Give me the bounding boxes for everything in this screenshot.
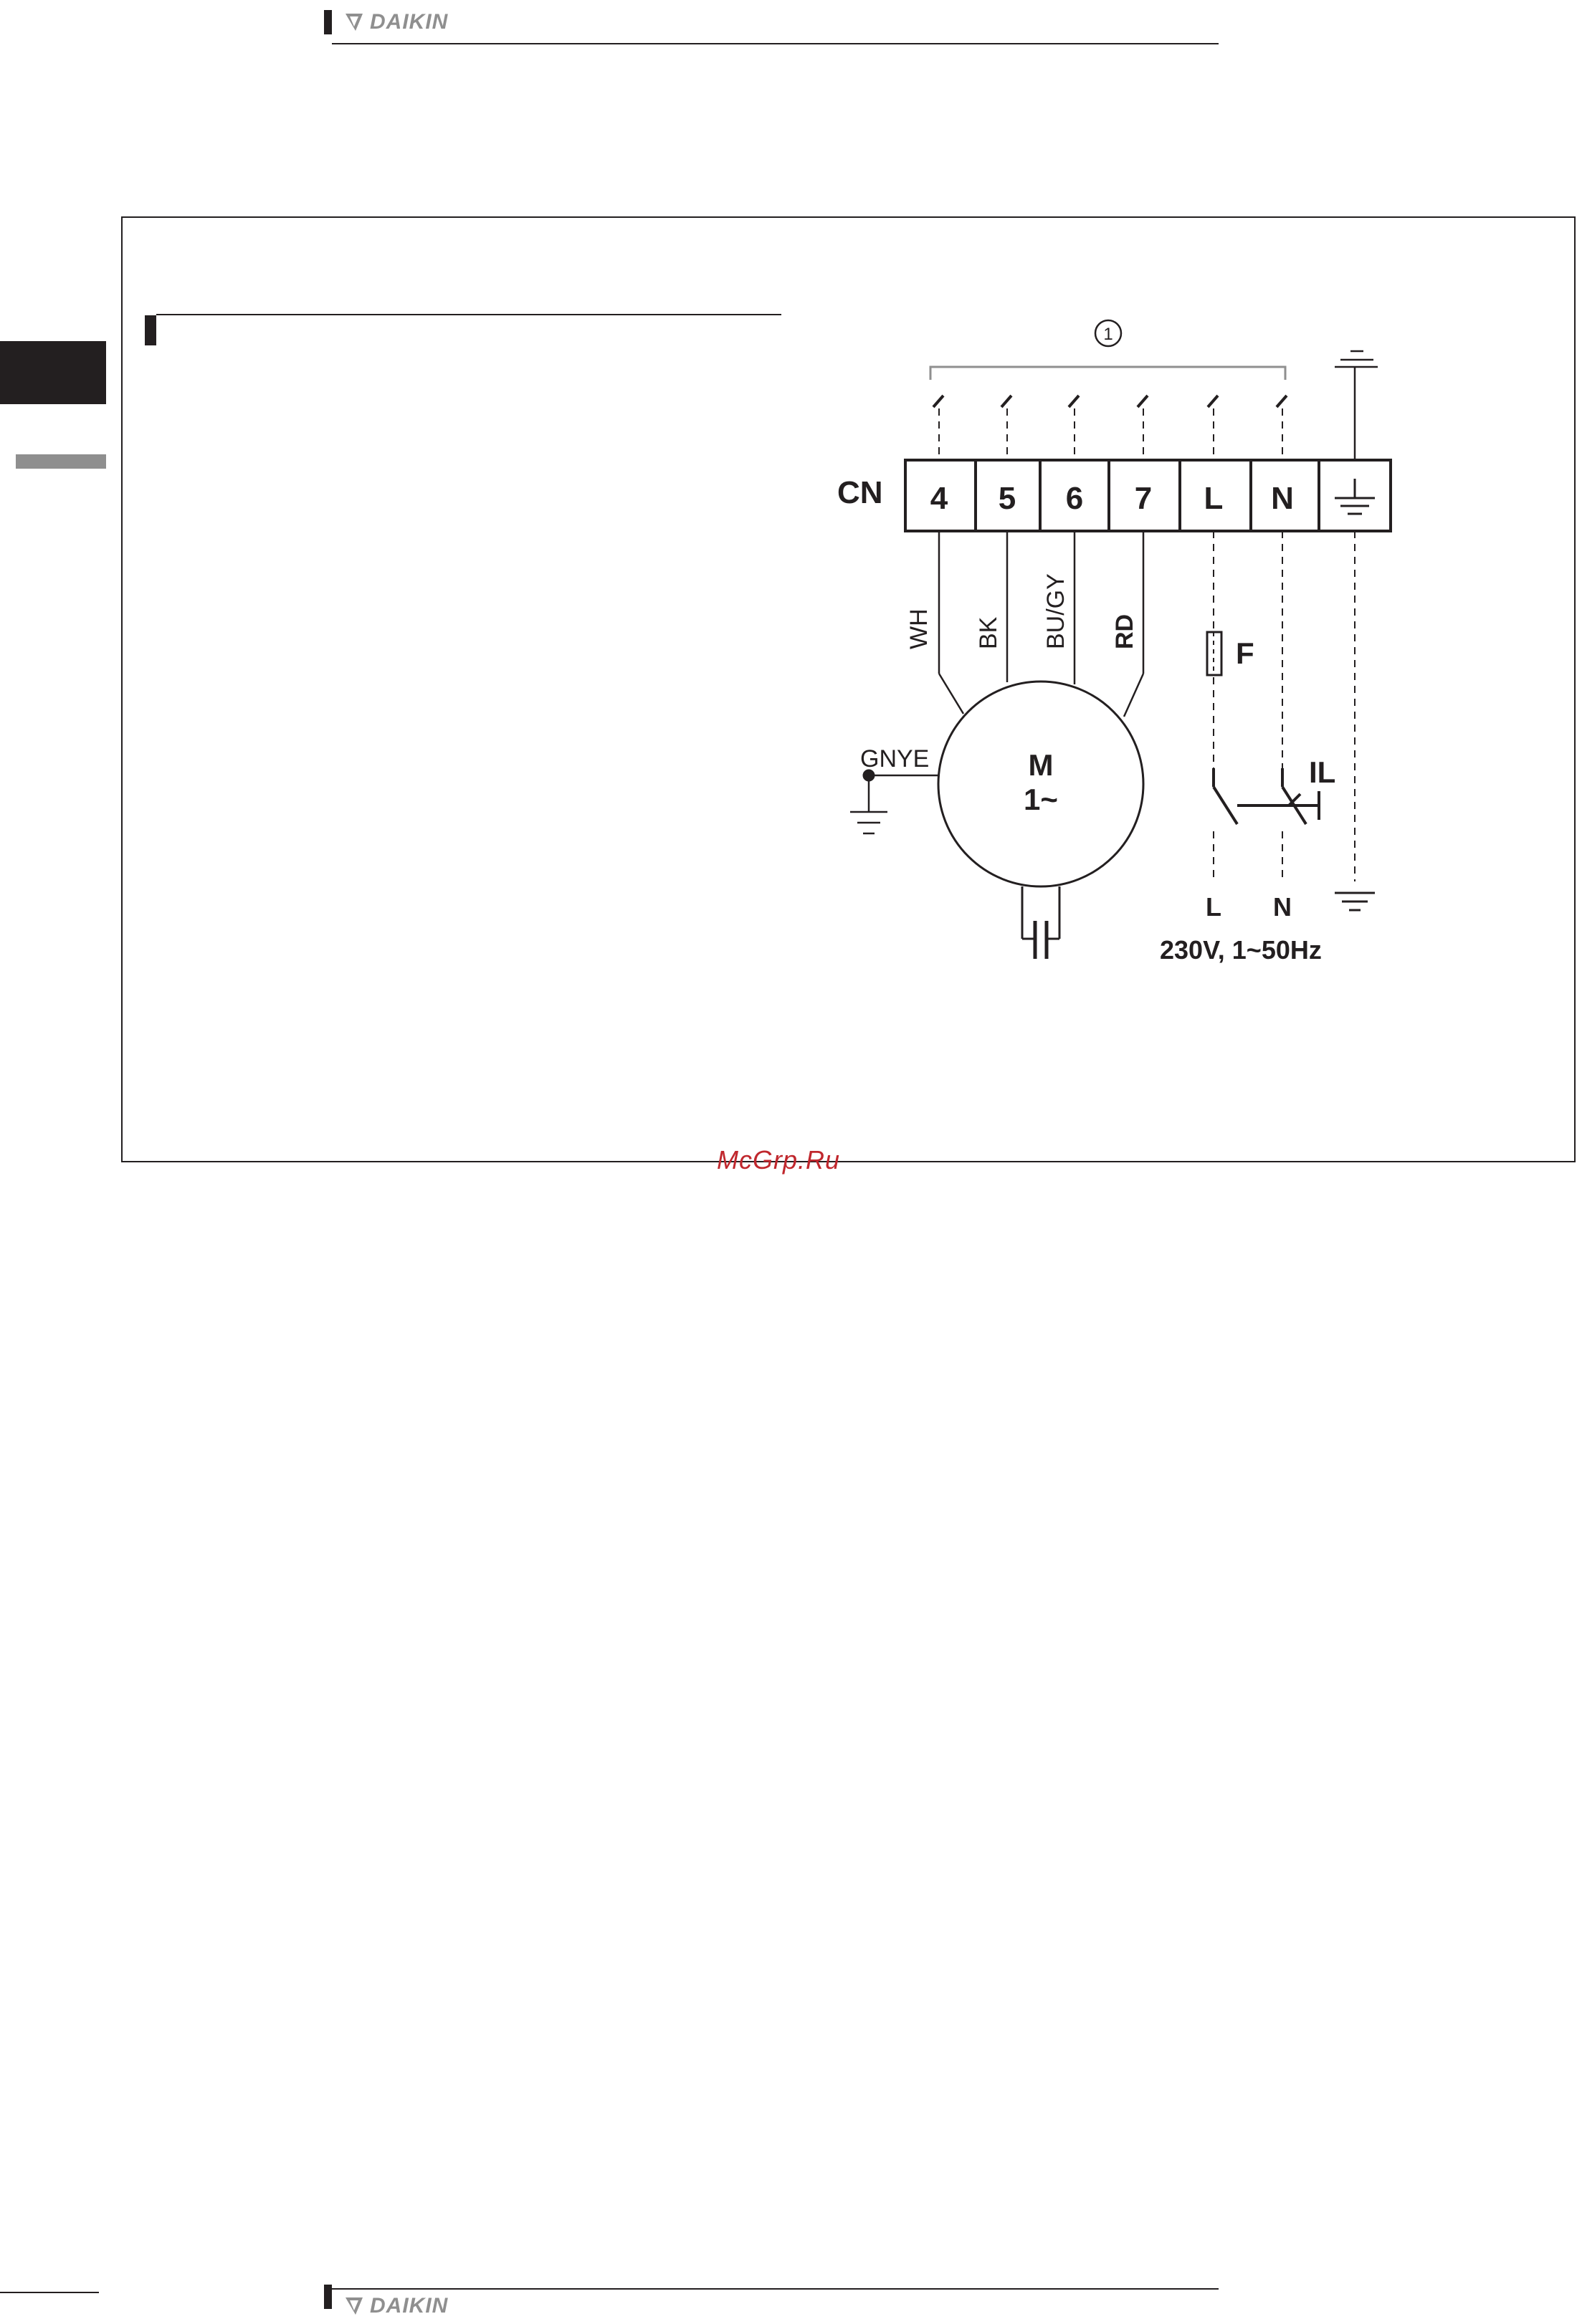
footer-logo	[346, 2294, 448, 2318]
motor-phase-label: 1~	[1024, 783, 1058, 816]
daikin-logo-icon	[346, 2296, 367, 2316]
wiring-diagram	[0, 0, 1577, 1075]
terminal-5: 5	[998, 481, 1016, 516]
wire-color-wh: WH	[905, 608, 933, 649]
callout-bracket	[930, 367, 1285, 380]
motor-ground	[850, 775, 938, 833]
supply-l-label: L	[1206, 892, 1221, 922]
footer-brand-bar	[324, 2288, 1219, 2323]
wire-color-bu-gy: BU/GY	[1042, 573, 1069, 649]
isolator-switch-icon	[1214, 768, 1319, 824]
ground-label: GNYE	[860, 745, 930, 773]
footer-left-rule	[0, 2292, 99, 2293]
wire-color-bk: BK	[975, 616, 1002, 649]
terminal-4: 4	[930, 481, 948, 516]
supply-rating-label: 230V, 1~50Hz	[1160, 935, 1322, 965]
wire-tick-marks	[933, 396, 1287, 407]
wire-color-rd: RD	[1111, 613, 1138, 649]
supply-lines	[1214, 531, 1355, 881]
callout-number: 1	[1103, 325, 1113, 344]
header-brand-text: DAIKIN	[370, 10, 449, 34]
terminal-n: N	[1271, 481, 1294, 516]
supply-n-label: N	[1273, 892, 1292, 922]
terminal-7: 7	[1134, 481, 1153, 516]
watermark-text: McGrp.Ru	[717, 1145, 841, 1175]
footer-rule	[332, 2288, 1219, 2290]
terminal-l: L	[1204, 481, 1224, 516]
switch-label: IL	[1309, 755, 1336, 789]
motor-label: M	[1028, 748, 1054, 782]
connector-label: CN	[837, 475, 883, 510]
field-wiring-dashes	[939, 408, 1282, 460]
footer-brand-text: DAIKIN	[370, 2294, 449, 2318]
supply-earth-icon	[1335, 893, 1375, 910]
terminal-6: 6	[1065, 481, 1084, 516]
fuse-label: F	[1236, 636, 1254, 670]
capacitor-icon	[1022, 886, 1059, 959]
earth-feed-top	[1335, 351, 1378, 460]
footer-marker	[324, 2285, 332, 2309]
